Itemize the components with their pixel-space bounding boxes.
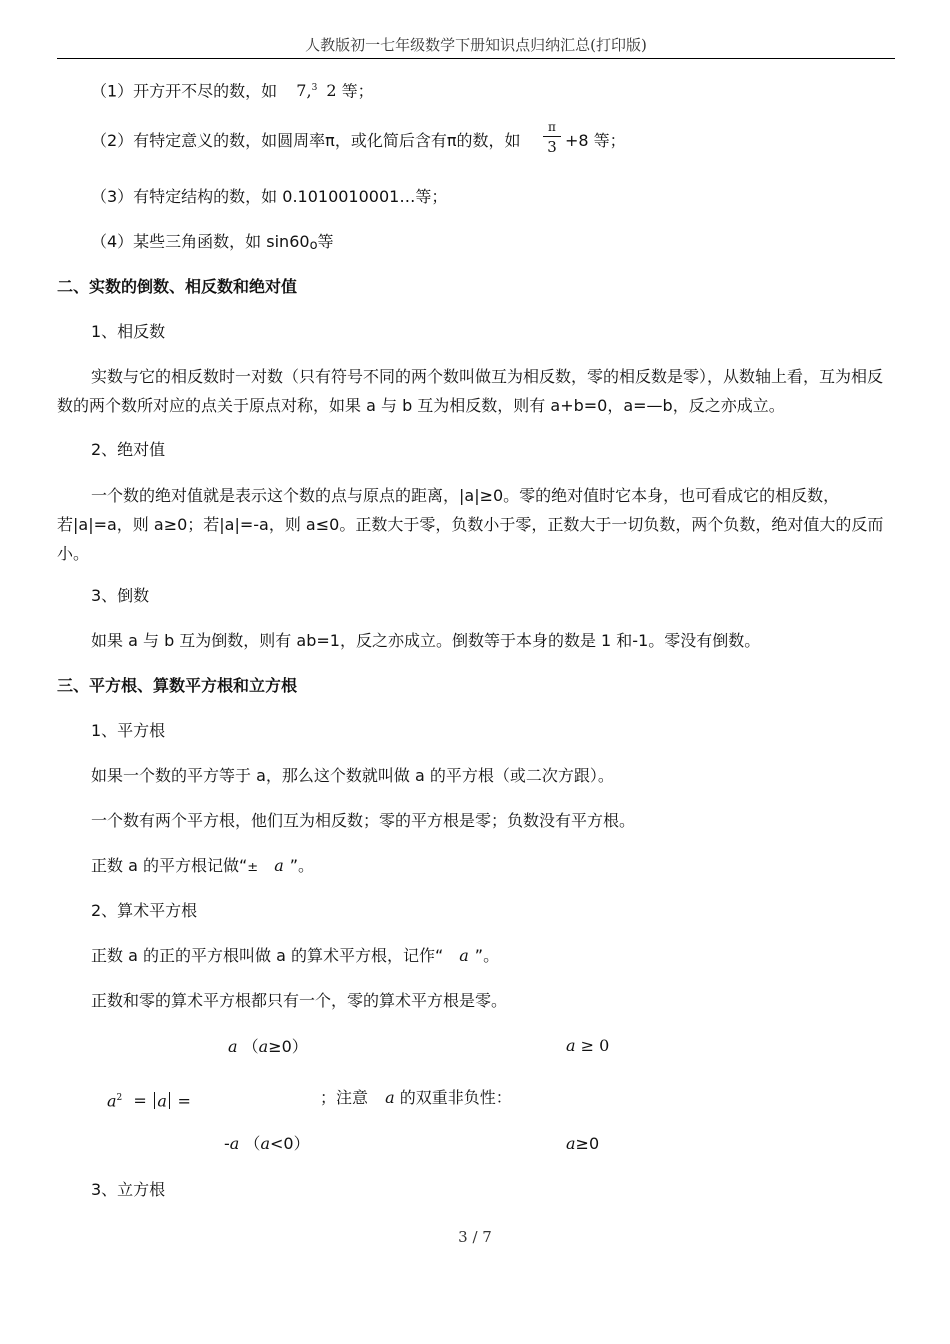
sqrt-a-symbol: a (274, 856, 284, 875)
item-1-suffix: 等； (341, 81, 374, 101)
right-2-text: ≥0 (575, 1134, 600, 1153)
item-1-prefix: （1）开方开不尽的数，如 (91, 81, 278, 101)
section-3-para-4 (91, 946, 499, 966)
section-2-heading: 二、实数的倒数、相反数和绝对值 (57, 277, 298, 296)
fraction-denominator: 3 (547, 138, 557, 156)
section-3-sub-2: 2、算术平方根 (91, 901, 198, 920)
formula-right-2 (566, 1134, 599, 1154)
main-square-exponent: 2 (116, 1093, 123, 1103)
item-1 (91, 78, 374, 101)
case-1-paren: （ (242, 1037, 259, 1056)
section-3-sub-1: 1、平方根 (91, 721, 166, 740)
pi-over-3-fraction (543, 120, 561, 155)
main-equals: = (133, 1091, 147, 1111)
item-4 (91, 232, 334, 256)
section-3-sub-3: 3、立方根 (91, 1180, 166, 1199)
abs-a: a (157, 1091, 167, 1111)
plus-minus-sign: ± (247, 860, 259, 875)
main-a: a (107, 1091, 117, 1111)
right-2-var: a (566, 1134, 576, 1153)
formula-right-1 (566, 1036, 609, 1056)
formula-case-1 (228, 1037, 308, 1057)
header-title: 人教版初一七年级数学下册知识点归纳汇总(打印版) (305, 36, 647, 54)
note-suffix: 的双重非负性： (399, 1088, 512, 1107)
note-var: a (385, 1088, 395, 1107)
case-1-value: a (228, 1037, 238, 1056)
abs-bar-left (154, 1092, 156, 1109)
item-2-suffix: +8 等； (565, 131, 626, 150)
item-4-degree: o (309, 238, 318, 253)
section-2-sub-2: 2、绝对值 (91, 440, 166, 459)
section-2-para-2: 一个数的绝对值就是表示这个数的点与原点的距离，|a|≥0。零的绝对值时它本身，也可看成它的相反数，若|a|=a，则 a≥0；若|a|=-a，则 a≤0。正数大于零，负数小于零，正数大于一切负数，两个负数，绝对值大的反而小。 (57, 486, 884, 563)
formula-note (320, 1088, 512, 1108)
case-1-condition: ≥0） (268, 1037, 308, 1056)
section-3-para-1: 如果一个数的平方等于 a，那么这个数就叫做 a 的平方根（或二次方跟）。 (91, 766, 614, 785)
item-4-suffix: 等 (317, 232, 334, 251)
fraction-numerator: π (548, 120, 556, 134)
item-3: （3）有特定结构的数，如 0.1010010001…等； (91, 187, 448, 206)
section-2-para-3: 如果 a 与 b 互为倒数，则有 ab=1，反之亦成立。倒数等于本身的数是 1 和-1。零没有倒数。 (91, 631, 761, 650)
item-2-prefix: （2）有特定意义的数，如圆周率π，或化简后含有π的数，如 (91, 131, 521, 150)
right-1-text: ≥ 0 (580, 1036, 610, 1055)
item-4-text: （4）某些三角函数，如 sin60 (91, 232, 310, 251)
arith-sqrt-suffix: ”。 (474, 946, 500, 965)
item-1-math-2: 2 (326, 81, 337, 101)
case-2-paren: （ (244, 1134, 261, 1153)
main-equals-2: = (177, 1091, 191, 1111)
sqrt-notation-suffix: ”。 (289, 856, 315, 875)
right-1-var: a (566, 1036, 576, 1055)
sqrt-notation-prefix: 正数 a 的平方根记做“ (91, 856, 248, 875)
case-2-value: a (229, 1134, 240, 1153)
item-2 (91, 131, 520, 151)
case-2-minus: - (224, 1134, 230, 1153)
section-3-para-5: 正数和零的算术平方根都只有一个，零的算术平方根是零。 (91, 991, 508, 1010)
section-2-para-1: 实数与它的相反数时一对数（只有符号不同的两个数叫做互为相反数，零的相反数是零），从数轴上看，互为相反数的两个数所对应的点关于原点对称，如果 a 与 b 互为相反数，则有 a+b=0，a=—b，反之亦成立。 (57, 367, 884, 415)
item-1-comma: , (306, 81, 312, 101)
arith-sqrt-a-symbol: a (459, 946, 469, 965)
section-3-heading: 三、平方根、算数平方根和立方根 (57, 676, 298, 695)
abs-bar-right (169, 1092, 171, 1109)
page-header (57, 30, 895, 59)
fraction-bar (543, 136, 561, 137)
arith-sqrt-prefix: 正数 a 的正的平方根叫做 a 的算术平方根，记作“ (91, 946, 444, 965)
section-3-para-3 (91, 856, 314, 878)
formula-main (107, 1088, 191, 1111)
note-prefix: ；注意 (320, 1088, 369, 1107)
section-2-sub-3: 3、倒数 (91, 586, 150, 605)
section-2-sub-1: 1、相反数 (91, 322, 166, 341)
case-1-cond-var: a (258, 1037, 269, 1056)
case-2-condition: <0） (269, 1134, 310, 1153)
item-1-math-7: 7 (296, 81, 307, 101)
section-3-para-2: 一个数有两个平方根，他们互为相反数；零的平方根是零；负数没有平方根。 (91, 811, 636, 830)
page-number: 3 / 7 (458, 1228, 492, 1246)
formula-case-2 (224, 1134, 310, 1154)
case-2-cond-var: a (260, 1134, 270, 1153)
item-1-cube-index: 3 (311, 83, 318, 93)
